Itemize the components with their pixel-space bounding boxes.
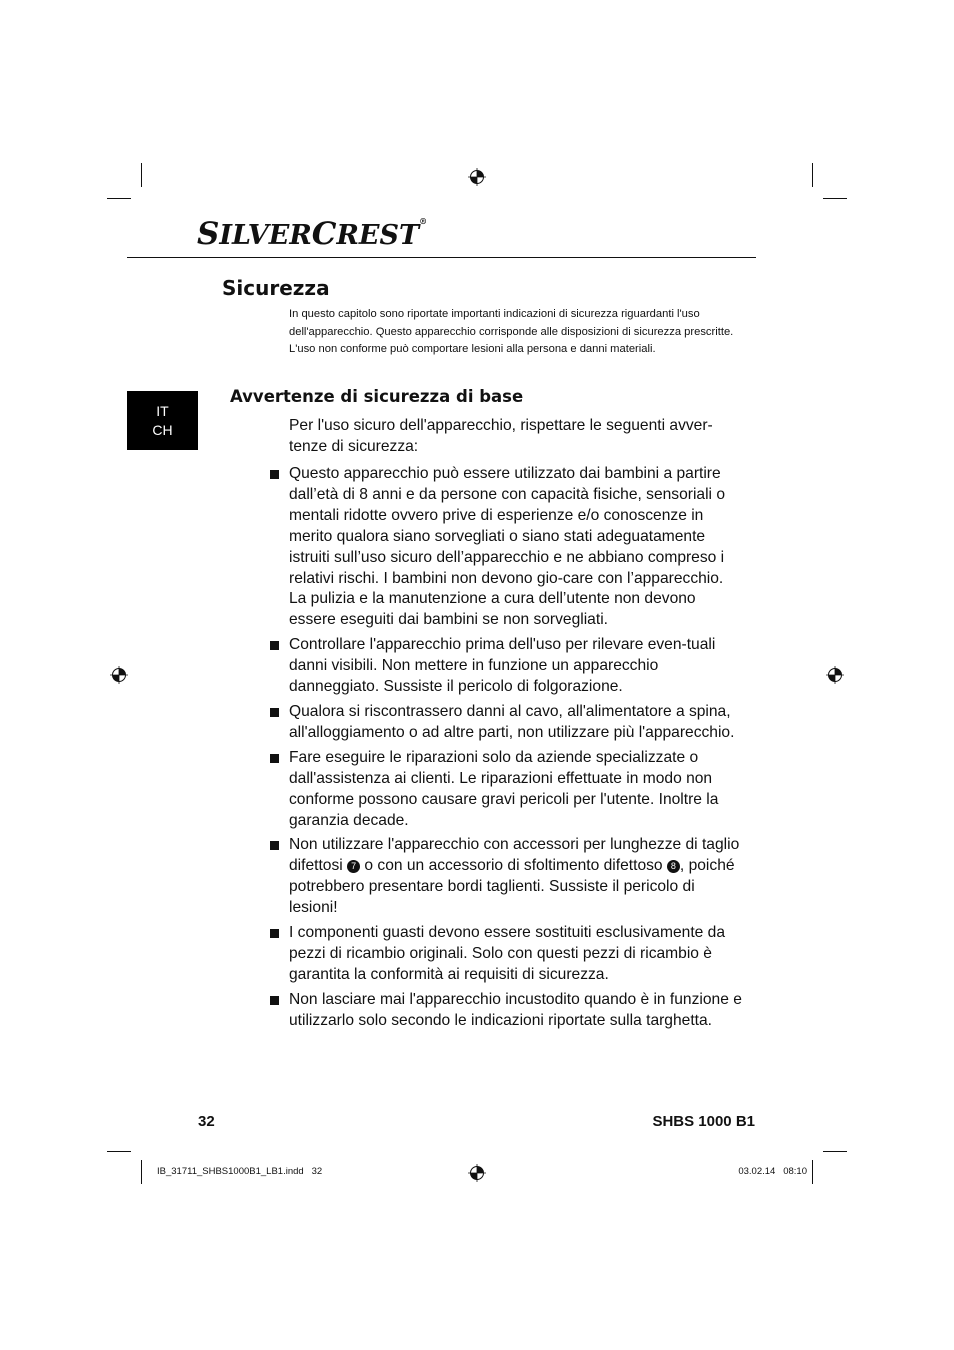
brand-logo: SILVERCREST® <box>197 216 428 252</box>
crop-mark-top-right-horizontal <box>823 198 847 199</box>
list-item: Non lasciare mai l'apparecchio incustodito quando è in funzione e utilizzarlo solo secondo le indicazioni riportate sulla targhetta. <box>270 990 742 1032</box>
callout-number-8: 8 <box>667 860 680 873</box>
language-code-it: IT <box>156 403 169 419</box>
section-title: Sicurezza <box>222 276 330 300</box>
list-item: Questo apparecchio può essere utilizzato dai bambini a partire dall’età di 8 anni e da persone con capacità fisiche, sensoriali o mentali ridotte ovvero prive di esperienze e/o conoscenze in merito qualora siano sorvegliati o siano stati adeguatamente istruiti sull’uso sicuro dell’apparecchio e ne abbiano compreso i relativi rischi. I bambini non devono gio-care con l’apparecchio. La pulizia e la manutenzione a cura dell’utente non devono essere eseguiti dai bambini se non sorvegliati. <box>270 464 742 631</box>
safety-list <box>270 464 742 1036</box>
language-code-ch: CH <box>152 422 173 438</box>
list-item: Qualora si riscontrassero danni al cavo, all'alimentatore a spina, all'alloggiamento o ad altre parti, non utilizzare più l'apparecchio. <box>270 702 742 744</box>
black-square-bullet-icon <box>270 841 279 850</box>
callout-number-7: 7 <box>347 860 360 873</box>
list-item: Non utilizzare l'apparecchio con accessori per lunghezze di taglio difettosi 7 o con un accessorio di sfoltimento difettoso 8 , poiché potrebbero presentare bordi taglienti. Sussiste il pericolo di lesioni! <box>270 835 742 919</box>
registration-crosshair-icon <box>468 168 486 186</box>
registration-crosshair-icon <box>110 666 128 684</box>
crop-mark-top-right-vertical <box>812 163 813 187</box>
black-square-bullet-icon <box>270 996 279 1005</box>
page-number: 32 <box>198 1113 215 1130</box>
black-square-bullet-icon <box>270 929 279 938</box>
print-slug-filename: IB_31711_SHBS1000B1_LB1.indd 32 <box>157 1166 323 1177</box>
print-slug-date: 03.02.14 08:10 <box>738 1166 807 1177</box>
crop-mark-bottom-left-vertical <box>141 1160 142 1184</box>
black-square-bullet-icon <box>270 754 279 763</box>
language-tab <box>127 391 198 450</box>
crop-mark-bottom-left-horizontal <box>107 1151 131 1152</box>
list-item: Fare eseguire le riparazioni solo da aziende specializzate o dall'assistenza ai clienti. Le riparazioni effettuate in modo non conforme possono causare gravi pericoli per l'utente. Inoltre la garanzia decade. <box>270 748 742 832</box>
header-divider <box>127 257 756 258</box>
black-square-bullet-icon <box>270 641 279 650</box>
registration-crosshair-icon <box>826 666 844 684</box>
list-item: Controllare l'apparecchio prima dell'uso per rilevare even-tuali danni visibili. Non mettere in funzione un apparecchio danneggiato. Sussiste il pericolo di folgorazione. <box>270 635 742 698</box>
model-number: SHBS 1000 B1 <box>652 1113 755 1130</box>
crop-mark-top-left-horizontal <box>107 198 131 199</box>
list-item: I componenti guasti devono essere sostituiti esclusivamente da pezzi di ricambio originali. Solo con questi pezzi di ricambio è garantita la conformità ai requisiti di sicurezza. <box>270 923 742 986</box>
crop-mark-top-left-vertical <box>141 163 142 187</box>
crop-mark-bottom-right-vertical <box>812 1160 813 1184</box>
registration-crosshair-icon <box>468 1164 486 1182</box>
crop-mark-bottom-right-horizontal <box>823 1151 847 1152</box>
black-square-bullet-icon <box>270 708 279 717</box>
black-square-bullet-icon <box>270 470 279 479</box>
section-intro: In questo capitolo sono riportate importanti indicazioni di sicurezza riguardanti l'uso dell'apparecchio. Questo apparecchio corrisponde alle disposizioni di sicurezza prescritte. L'uso non conforme può comportare lesioni alla persona e danni materiali. <box>289 308 734 356</box>
subsection-title: Avvertenze di sicurezza di base <box>230 387 524 406</box>
subsection-lead: Per l'uso sicuro dell'apparecchio, rispettare le seguenti avver-tenze di sicurezza: <box>289 417 713 455</box>
